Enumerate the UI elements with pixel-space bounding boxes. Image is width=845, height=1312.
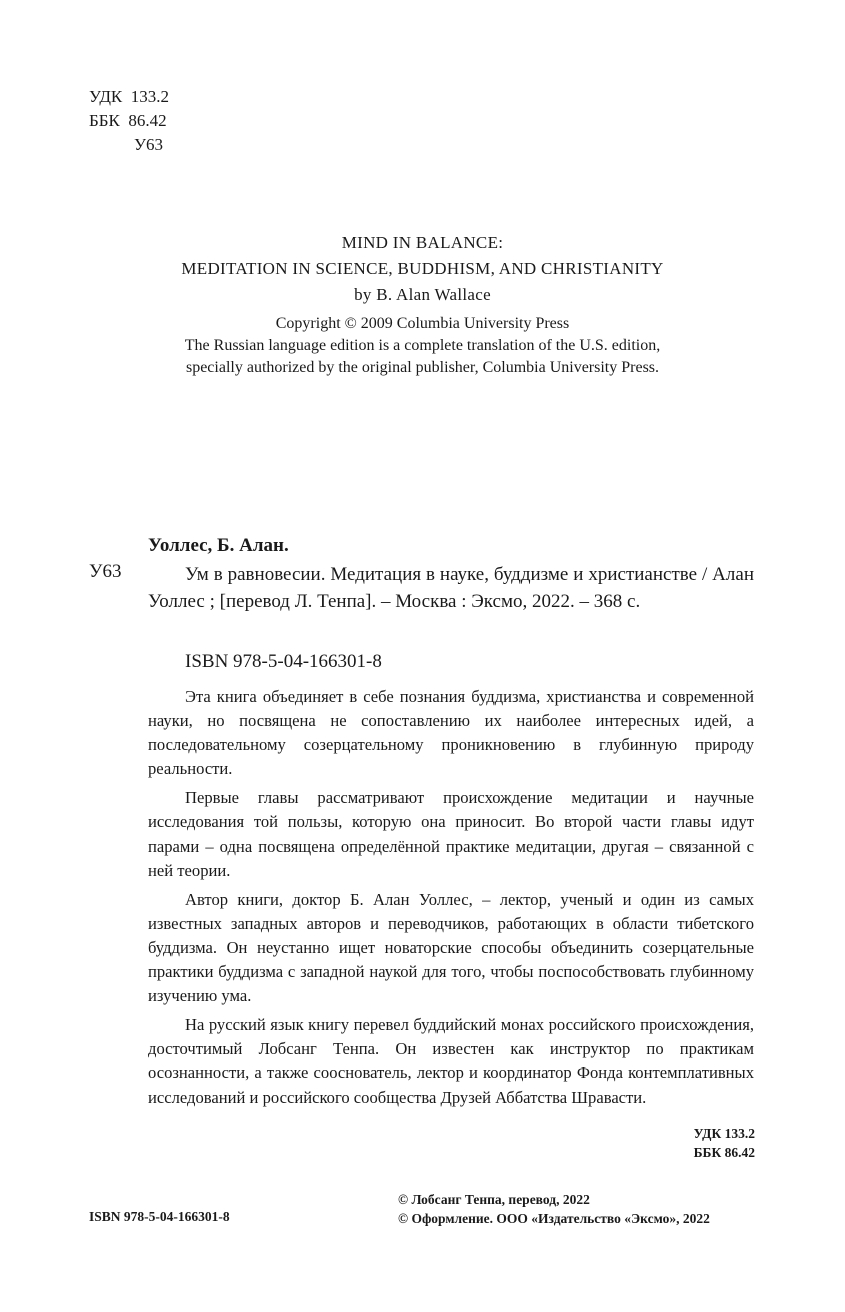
annotation-paragraph: Автор книги, доктор Б. Алан Уоллес, – лектор, ученый и один из самых известных западных авторов и переводчиков, работающих в области тибетского буддизма. Он неустанно ищет новаторские способы объединить созерцательные практики буддизма с западной наукой для того, чтобы поспособствовать глубинному изучению ума.: [148, 889, 754, 1006]
bib-isbn: ISBN 978-5-04-166301-8: [185, 651, 382, 672]
annotation-paragraph: Первые главы рассматривают происхождение медитации и научные исследования той пользы, которую она приносит. Во второй части главы идут парами – одна посвящена определённой практике медитации, другая – связанной с ней теории.: [148, 788, 754, 880]
footer-isbn: ISBN 978-5-04-166301-8: [89, 1209, 230, 1224]
bib-author-heading: Уоллес, Б. Алан.: [148, 535, 289, 556]
classification-top: [89, 85, 169, 157]
annotation-paragraph: Эта книга объединяет в себе познания буддизма, христианства и современной науки, но посвящена не сопоставлению их наиболее интересных идей, а последовательному созерцательному проникновению в глубинную природу реальности.: [148, 687, 754, 779]
footer-udk: УДК 133.2: [693, 1126, 755, 1141]
edition-note-line2: specially authorized by the original publisher, Columbia University Press.: [185, 359, 660, 376]
bib-author-mark: У63: [89, 561, 122, 582]
udk-code: УДК 133.2: [89, 87, 170, 106]
original-copyright: Copyright © 2009 Columbia University Press: [275, 315, 570, 332]
annotation: [148, 685, 754, 1115]
copyright-translation: © Лобсанг Тенпа, перевод, 2022: [398, 1192, 590, 1207]
bbk-code: ББК 86.42: [89, 111, 167, 130]
bib-description: Ум в равновесии. Медитация в науке, буддизме и христианстве / Алан Уоллес ; [перевод Л. Тенпа]. – Москва : Эксмо, 2022. – 368 с.: [148, 564, 754, 612]
original-title-line2: MEDITATION IN SCIENCE, BUDDHISM, AND CHRISTIANITY: [181, 259, 664, 278]
footer-bbk: ББК 86.42: [693, 1145, 755, 1160]
footer-copyright: [398, 1190, 710, 1228]
original-author: by B. Alan Wallace: [354, 285, 491, 304]
copyright-design: © Оформление. ООО «Издательство «Эксмо», 2022: [398, 1211, 710, 1226]
original-title-line1: MIND IN BALANCE:: [341, 233, 504, 252]
original-title-block: [0, 230, 845, 308]
footer-classification: [560, 1124, 755, 1162]
original-copyright-block: [0, 313, 845, 379]
annotation-paragraph: На русский язык книгу перевел буддийский монах российского происхождения, досточтимый Лобсанг Тенпа. Он известен как инструктор по практикам осознанности, а также сооснователь, лектор и координатор Фонда контемплативных исследований и российского сообщества Друзей Аббатства Шравасти.: [148, 1015, 754, 1107]
author-mark: У63: [134, 135, 164, 154]
edition-note-line1: The Russian language edition is a complete translation of the U.S. edition,: [184, 337, 661, 354]
